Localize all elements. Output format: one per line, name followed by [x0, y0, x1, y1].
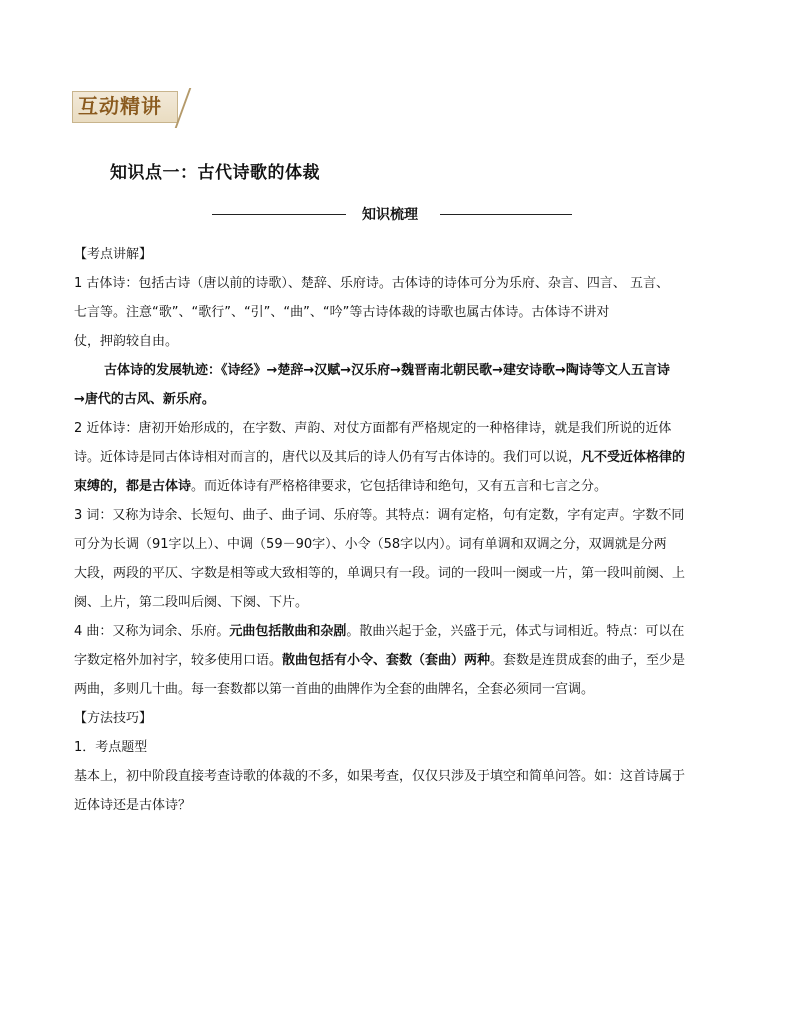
- text-run: 。套数是连贯成套的曲子，至少是: [490, 653, 686, 668]
- text-run: 字数定格外加衬字，较多使用口语。: [74, 653, 283, 668]
- divider-left: [212, 214, 346, 215]
- paragraph-line: 大段，两段的平仄、字数是相等或大致相等的，单调只有一段。词的一段叫一阕或一片，第一段叫前阕、上: [74, 566, 686, 581]
- sub-heading-label: 知识梳理: [362, 207, 418, 223]
- paragraph-line: [74, 646, 724, 675]
- paragraph-line: [74, 472, 724, 501]
- text-run: 。散曲兴起于金，兴盛于元，体式与词相近。特点：可以在: [346, 624, 685, 639]
- kaodian-heading: 【考点讲解】: [74, 247, 153, 262]
- paragraph-line: 仗，押韵较自由。: [74, 334, 179, 349]
- development-track: 古体诗的发展轨迹：《诗经》→楚辞→汉赋→汉乐府→魏晋南北朝民歌→建安诗歌→陶诗等文人五言诗: [104, 363, 670, 378]
- text-run: 。而近体诗有严格格律要求，它包括律诗和绝句，又有五言和七言之分。: [191, 479, 608, 494]
- paragraph-line: 1 古体诗：包括古诗（唐以前的诗歌）、楚辞、乐府诗。古体诗的诗体可分为乐府、杂言、四言、 五言、: [74, 276, 670, 291]
- paragraph-line: [74, 617, 724, 646]
- emphasis: 元曲包括散曲和杂剧: [229, 624, 347, 639]
- divider-right: [440, 214, 572, 215]
- document-body: [74, 240, 724, 820]
- paragraph-line: 阕、上片，第二段叫后阕、下阕、下片。: [74, 595, 309, 610]
- paragraph-line: 基本上，初中阶段直接考查诗歌的体裁的不多，如果考查，仅仅只涉及于填空和简单问答。如：这首诗属于: [74, 769, 686, 784]
- fangfa-heading: 【方法技巧】: [74, 711, 153, 726]
- emphasis: 散曲包括有小令、套数（套曲）两种: [282, 653, 491, 668]
- paragraph-line: 两曲，多则几十曲。每一套数都以第一首曲的曲牌作为全套的曲牌名，全套必须同一宫调。: [74, 682, 595, 697]
- paragraph-line: 2 近体诗：唐初开始形成的，在字数、声韵、对仗方面都有严格规定的一种格律诗，就是我们所说的近体: [74, 421, 672, 436]
- sub-heading: [212, 204, 572, 226]
- subsection-heading: 1．考点题型: [74, 740, 148, 755]
- text-run: 4 曲：又称为词余、乐府。: [74, 624, 230, 639]
- section-badge-label: 互动精讲: [78, 94, 162, 118]
- text-run: 诗。近体诗是同古体诗相对而言的，唐代以及其后的诗人仍有写古体诗的。我们可以说，: [74, 450, 582, 465]
- paragraph-line: [74, 443, 724, 472]
- paragraph-line: 近体诗还是古体诗？: [74, 798, 192, 813]
- paragraph-line: 七言等。注意“歌”、“歌行”、“引”、“曲”、“吟”等古诗体裁的诗歌也属古体诗。古体诗不讲对: [74, 305, 610, 320]
- development-track: →唐代的古风、新乐府。: [74, 392, 215, 407]
- paragraph-line: 可分为长调（91字以上）、中调（59－90字）、小令（58字以内）。词有单调和双调之分，双调就是分两: [74, 537, 667, 552]
- paragraph-line: 3 词：又称为诗余、长短句、曲子、曲子词、乐府等。其特点：调有定格，句有定数，字有定声。字数不同: [74, 508, 685, 523]
- emphasis: 束缚的，都是古体诗: [74, 479, 192, 494]
- section-badge: [72, 91, 182, 123]
- topic-title: 知识点一：古代诗歌的体裁: [110, 163, 320, 183]
- emphasis: 凡不受近体格律的: [581, 450, 686, 465]
